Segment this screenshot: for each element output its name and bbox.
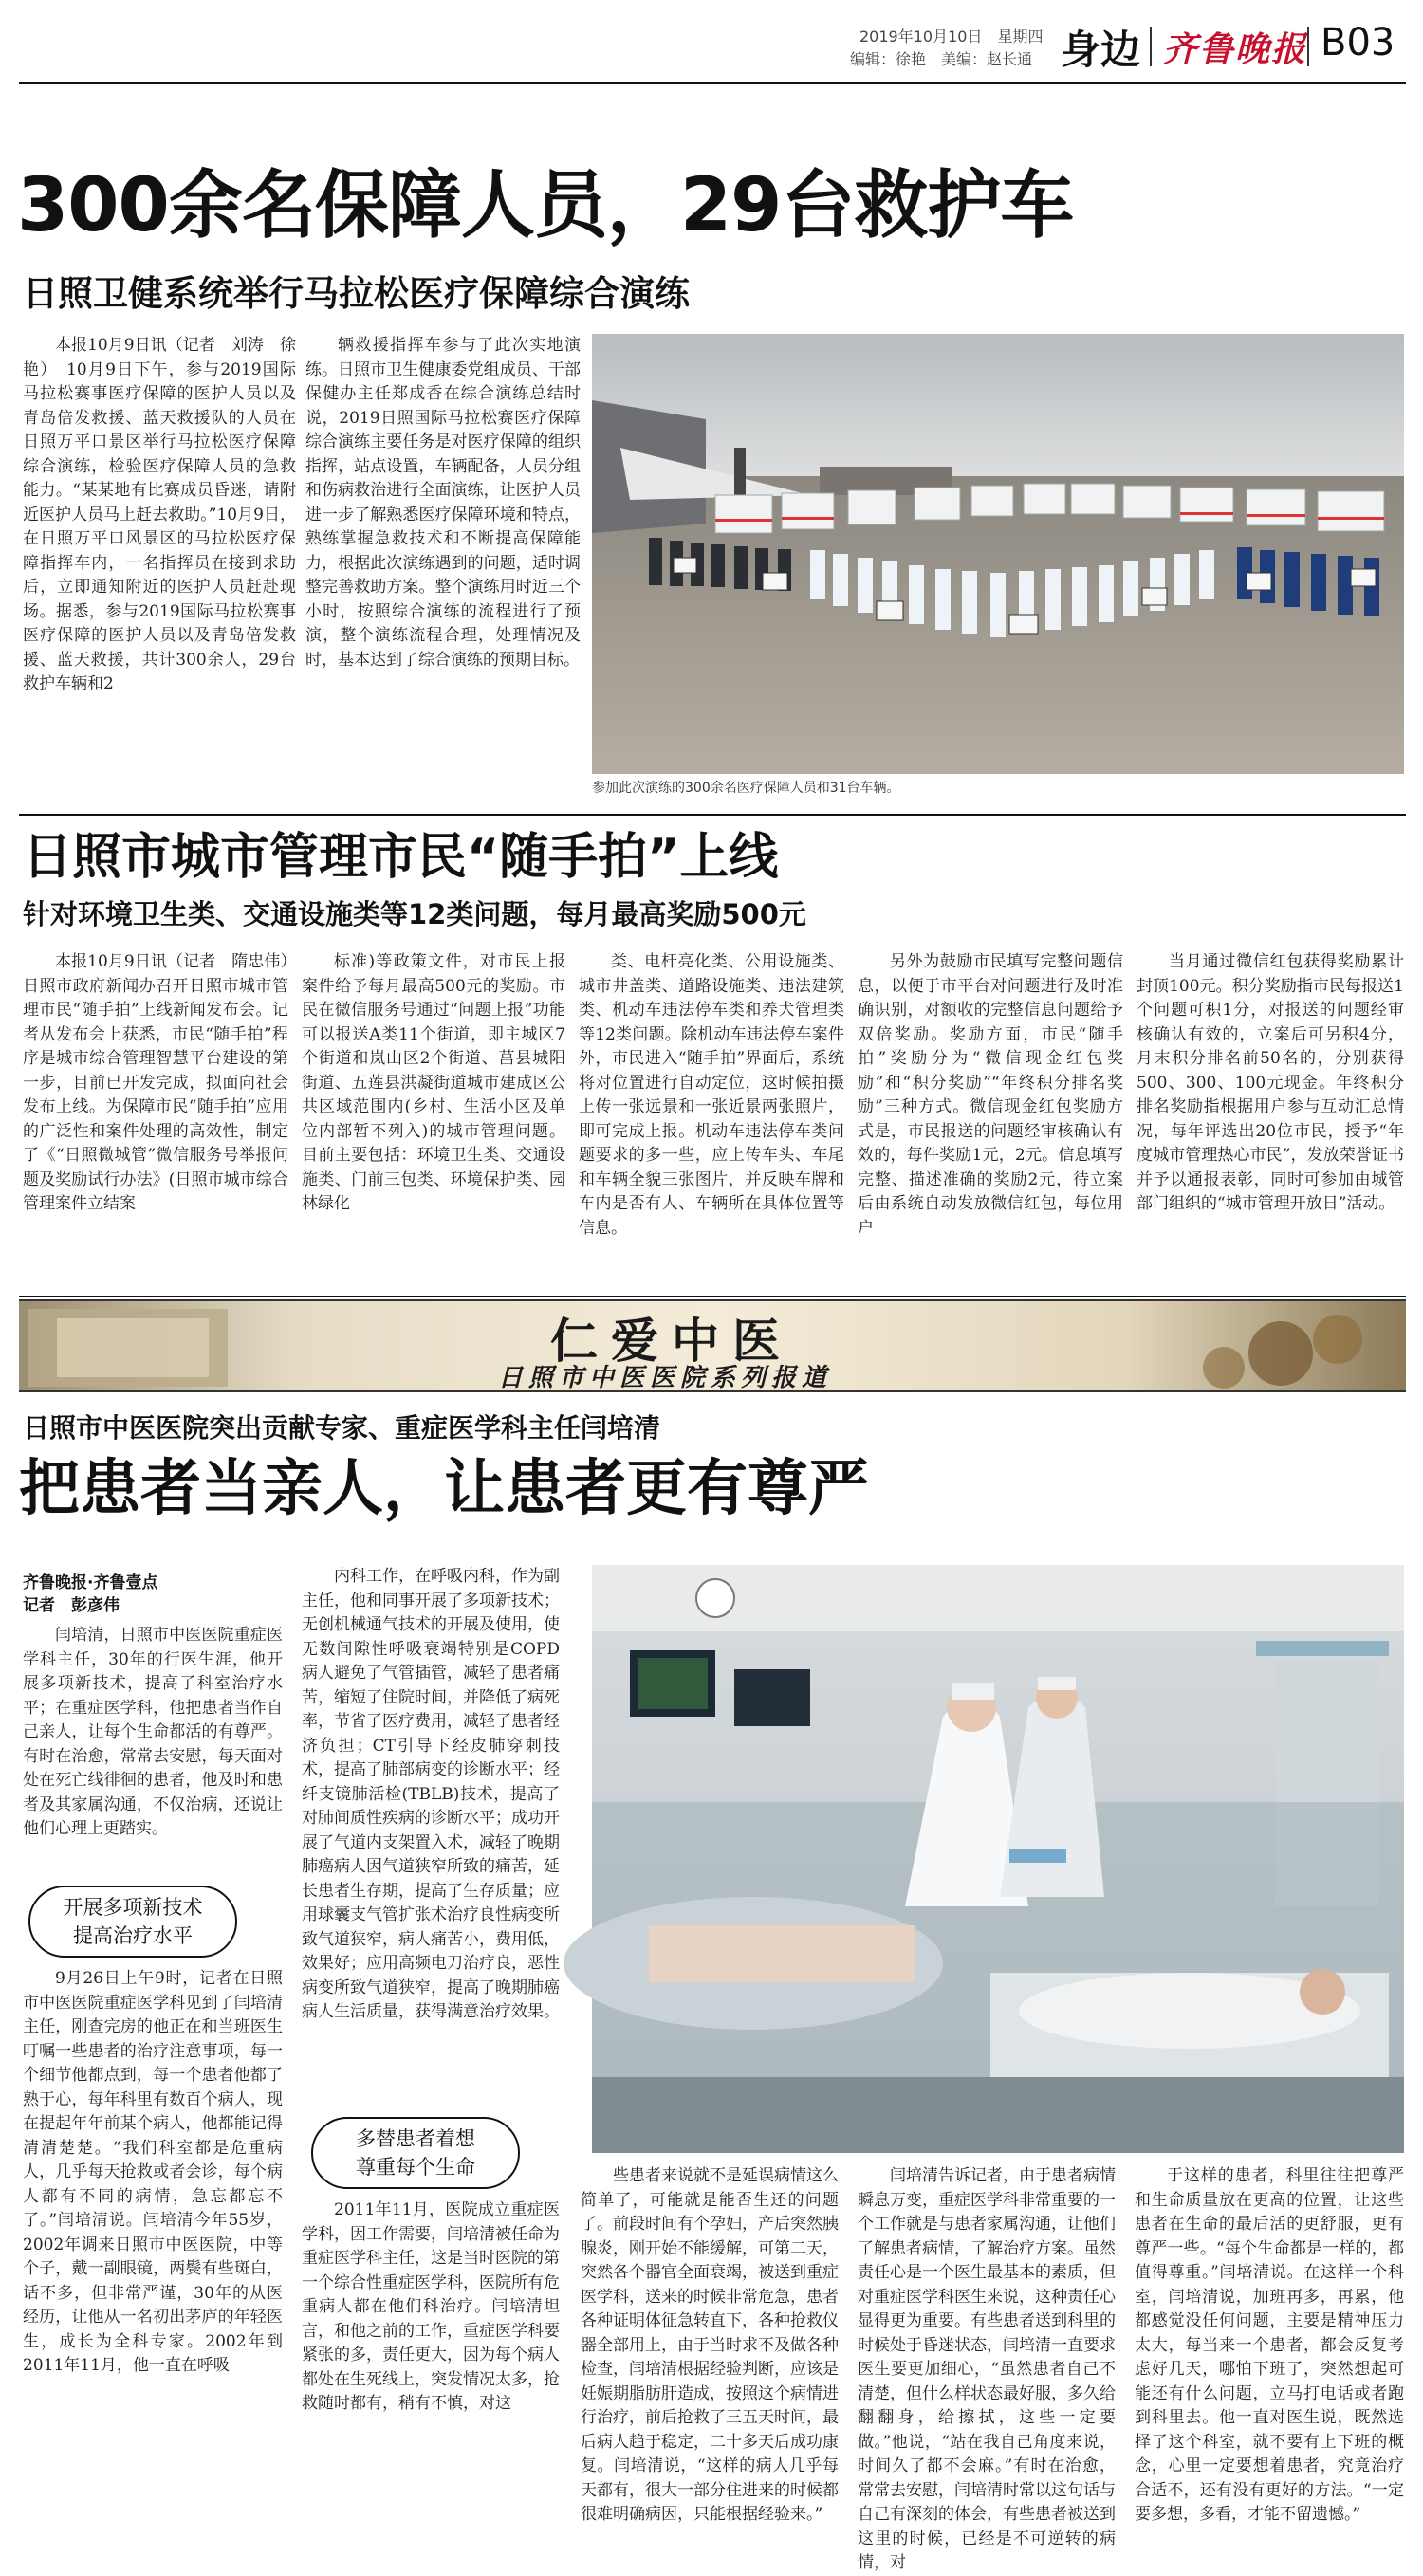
article2-subhead: 针对环境卫生类、交通设施类等12类问题，每月最高奖励500元 <box>23 898 806 930</box>
article1-col2: 辆救援指挥车参与了此次实地演练。日照市卫生健康委党组成员、干部保健办主任郑成香在综合演练总结时说，2019日照国际马拉松赛医疗保障综合演练主要任务是对医疗保障的组织指挥，站点设置，车辆配备，人员分组和伤病救治进行全面演练，让医护人员进一步了解熟悉医疗保障环境和特点，熟练掌握急救技术和不断提高保障能力，根据此次演练遇到的问题，适时调整完善救助方案。整个演练用时近三个小时，按照综合演练的流程进行了预演，整个演练流程合理，处理情况及时，基本达到了综合演练的预期目标。 <box>305 336 581 670</box>
article3-kicker: 日照市中医医院突出贡献专家、重症医学科主任闫培清 <box>23 1412 661 1444</box>
drill-photo-caption: 参加此次演练的300余名医疗保障人员和31台车辆。 <box>592 781 900 796</box>
article1-headline: 300余名保障人员，29台救护车 <box>17 163 1074 248</box>
masthead-divider-1 <box>1150 27 1152 66</box>
series-banner <box>19 1299 1406 1392</box>
subhead-new-techniques-line1: 开展多项新技术 <box>63 1896 203 1919</box>
subhead-respect-life-line2: 尊重每个生命 <box>356 2156 475 2179</box>
article2-col5: 当月通过微信红包获得奖励累计封顶100元。积分奖励指市民每报送1个问题可积1分，对报送的问题经审核确认有效的，立案后可另积4分，月末积分排名前50名的，分别获得500、300、100元现金。年终积分排名奖励指根据用户参与互动汇总情况，每年评选出20位市民，授予“年度城市管理热心市民”，发放荣誉证书并予以通报表彰，同时可参加由城管部门组织的“城市管理开放日”活动。 <box>1137 952 1404 1213</box>
masthead-editors: 编辑：徐艳 美编：赵长通 <box>850 50 1033 68</box>
banner-subtitle: 日照市中医医院系列报道 <box>498 1364 833 1392</box>
drill-photo <box>592 334 1404 774</box>
subhead-respect-life-line1: 多替患者着想 <box>356 2127 475 2150</box>
icu-photo <box>592 1565 1404 2153</box>
masthead-date: 2019年10月10日 星期四 <box>859 28 1044 46</box>
article2-headline: 日照市城市管理市民“随手拍”上线 <box>23 829 779 886</box>
drill-photo-image <box>592 334 1404 774</box>
subhead-respect-life <box>311 2117 520 2189</box>
article3-col1b: 9月26日上午9时，记者在日照市中医医院重症医学科见到了闫培清主任，刚查完房的他正在和当班医生叮嘱一些患者的治疗注意事项，每一个细节他都点到，每一个患者他都了熟于心，每年科里有数百个病人，现在提起年年前某个病人，他都能记得清清楚楚。“我们科室都是危重病人，几乎每天抢救或者会诊，每个病人都有不同的病情，急忘都忘不了。”闫培清说。闫培清今年55岁，2002年调来日照市中医医院，中等个子，戴一副眼镜，两鬓有些斑白，话不多，但非常严谨，30年的从医经历，让他从一名初出茅庐的年轻医生，成长为全科专家。2002年到2011年11月，他一直在呼吸 <box>23 1969 283 2375</box>
article3-col3: 些患者来说就不是延误病情这么简单了，可能就是能否生还的问题了。前段时间有个孕妇，产后突然胰腺炎，刚开始不能缓解，可第二天，突然各个器官全面衰竭，被送到重症医学科，送来的时候非常危急，患者各种证明体征急转直下，各种抢救仪器全部用上，由于当时求不及做各种检查，闫培清根据经验判断，应该是妊娠期脂肪肝造成，按照这个病情进行治疗，前后抢救了三五天时间，最后病人趋于稳定，二十多天后成功康复。闫培清说，“这样的病人几乎每天都有，很大一部分住进来的时候都很难明确病因，只能根据经验来。” <box>581 2166 839 2524</box>
masthead-rule <box>19 82 1406 84</box>
banner-title: 仁爱中医 <box>550 1313 793 1369</box>
article3-col1a: 闫培清，日照市中医医院重症医学科主任，30年的行医生涯，他开展多项新技术，提高了科室治疗水平；在重症医学科，他把患者当作自己亲人，让每个生命都活的有尊严。有时在治愈，常常去安慰，每天面对处在死亡线徘徊的患者，他及时和患者及其家属沟通，不仅治病，还说让他们心理上更踏实。 <box>23 1626 283 1838</box>
page-number: B03 <box>1321 21 1395 64</box>
subhead-new-techniques <box>28 1886 237 1958</box>
article3-col5: 于这样的患者，科里往往把尊严和生命质量放在更高的位置，让这些患者在生命的最后活的更舒服，更有尊严一些。“每个生命都是一样的，都值得尊重。”闫培清说。在这样一个科室，闫培清说，加班再多，再累，他都感觉没任何问题，主要是精神压力太大，每当来一个患者，都会反复考虑好几天，哪怕下班了，突然想起可能还有什么问题，立马打电话或者跑到科里去。他一直对医生说，既然选择了这个科室，就不要有上下班的概念，心里一定要想着患者，究竟治疗合适不，还有没有更好的方法。“一定要多想，多看，才能不留遗憾。” <box>1135 2166 1404 2524</box>
article3-col2a: 内科工作，在呼吸内科，作为副主任，他和同事开展了多项新技术；无创机械通气技术的开展及使用，使无数间隙性呼吸衰竭特别是COPD病人避免了气管插管，减轻了患者痛苦，缩短了住院时间，并降低了病死率，节省了医疗费用，减轻了患者经济负担；CT引导下经皮肺穿刺技术，提高了肺部病变的诊断水平；经纤支镜肺活检(TBLB)技术，提高了对肺间质性疾病的诊断水平；成功开展了气道内支架置入术，减轻了晚期肺癌病人因气道狭窄所致的痛苦，延长患者生存期，提高了生存质量；应用球囊支气管扩张术治疗良性病变所致气道狭窄，病人痛苦小，费用低，效果好；应用高频电刀治疗良，恶性病变所致气道狭窄，提高了晚期肺癌病人生活质量，获得满意治疗效果。 <box>302 1567 560 2021</box>
masthead-divider-2 <box>1307 27 1309 66</box>
paper-logo: 齐鲁晚报 <box>1163 29 1308 69</box>
article3-headline: 把患者当亲人，让患者更有尊严 <box>19 1454 869 1524</box>
article3-col2b: 2011年11月，医院成立重症医学科，因工作需要，闫培清被任命为重症医学科主任，这是当时医院的第一个综合性重症医学科，医院所有危重病人都在他们科治疗。闫培清坦言，和他之前的工作，重症医学科要紧张的多，责任更大，因为每个病人都处在生死线上，突发情况太多，抢救随时都有，稍有不慎，对这 <box>302 2200 560 2413</box>
article1-bottom-rule <box>19 814 1406 816</box>
article2-col1: 本报10月9日讯（记者 隋忠伟） 日照市政府新闻办召开日照市城市管理市民“随手拍”上线新闻发布会。记者从发布会上获悉，市民“随手拍”程序是城市综合管理智慧平台建设的第一步，目前已开发完成，拟面向社会发布上线。为保障市民“随手拍”应用的广泛性和案件处理的高效性，制定了《“日照微城管”微信服务号举报问题及奖励试行办法》(日照市城市综合管理案件立结案 <box>23 952 305 1213</box>
article2-col4: 另外为鼓励市民填写完整问题信息，以便于市平台对问题进行及时准确识别，对额收的完整信息问题给予双倍奖励。奖励方面，市民“随手拍”奖励分为“微信现金红包奖励”和“积分奖励”“年终积分排名奖励”三种方式。微信现金红包奖励方式是，市民报送的问题经审核确认有效的，每件奖励1元，2元。信息填写完整、描述准确的奖励2元，待立案后由系统自动发放微信红包，每位用户 <box>858 952 1123 1238</box>
article2-col2: 标准)等政策文件，对市民上报案件给予每月最高500元的奖励。市民在微信服务号通过“问题上报”功能可以报送A类11个街道，即主城区7个街道和岚山区2个街道、莒县城阳街道、五莲县洪凝街道城市建成区公共区域范围内(乡村、生活小区及单位内部暂不列入)的城市管理问题。目前主要包括：环境卫生类、交通设施类、门前三包类、环境保护类、园林绿化 <box>302 952 565 1213</box>
article3-reporter: 记者 彭彦伟 <box>23 1596 120 1615</box>
icu-photo-image <box>592 1565 1404 2153</box>
section-name: 身边 <box>1061 27 1141 73</box>
article2-bottom-rule <box>19 1296 1406 1297</box>
article1-col1: 本报10月9日讯（记者 刘涛 徐艳） 10月9日下午，参与2019国际马拉松赛事医疗保障的医护人员以及青岛倍发救援、蓝天救援队的人员在日照万平口景区举行马拉松医疗保障综合演练，检验医疗保障人员的急救能力。“某某地有比赛成员昏迷，请附近医护人员马上赶去救助。”10月9日，在日照万平口风景区的马拉松医疗保障指挥车内，一名指挥员在接到求助后，立即通知附近的医护人员赶赴现场。据悉，参与2019国际马拉松赛事医疗保障的医护人员以及青岛倍发救援、蓝天救援，共计300余人，29台救护车辆和2 <box>23 336 296 693</box>
article3-source: 齐鲁晚报·齐鲁壹点 <box>23 1573 158 1592</box>
article3-col4: 闫培清告诉记者，由于患者病情瞬息万变，重症医学科非常重要的一个工作就是与患者家属沟通，让他们了解患者病情，了解治疗方案。虽然责任心是一个医生最基本的素质，但对重症医学科医生来说，这种责任心显得更为重要。有些患者送到科里的时候处于昏迷状态，闫培清一直要求医生要更加细心，“虽然患者自己不清楚，但什么样状态最好服，多久给翻翻身，给擦拭，这些一定要做。”他说，“站在我自己角度来说，时间久了都不会麻。”有时在治愈，常常去安慰，闫培清时常以这句话与自己有深刻的体会，有些患者被送到这里的时候，已经是不可逆转的病情，对 <box>858 2166 1116 2572</box>
subhead-new-techniques-line2: 提高治疗水平 <box>73 1924 193 1947</box>
article1-subhead: 日照卫健系统举行马拉松医疗保障综合演练 <box>23 273 690 314</box>
article2-col3: 类、电杆亮化类、公用设施类、城市井盖类、道路设施类、违法建筑类、机动车违法停车类和养犬管理类等12类问题。除机动车违法停车案件外，市民进入“随手拍”界面后，系统将对位置进行自动定位，这时候拍摄上传一张远景和一张近景两张照片，即可完成上报。机动车违法停车类问题要求的多一些，应上传车头、车尾和车辆全貌三张图片，并反映车牌和车内是否有人、车辆所在具体位置等信息。 <box>579 952 844 1238</box>
